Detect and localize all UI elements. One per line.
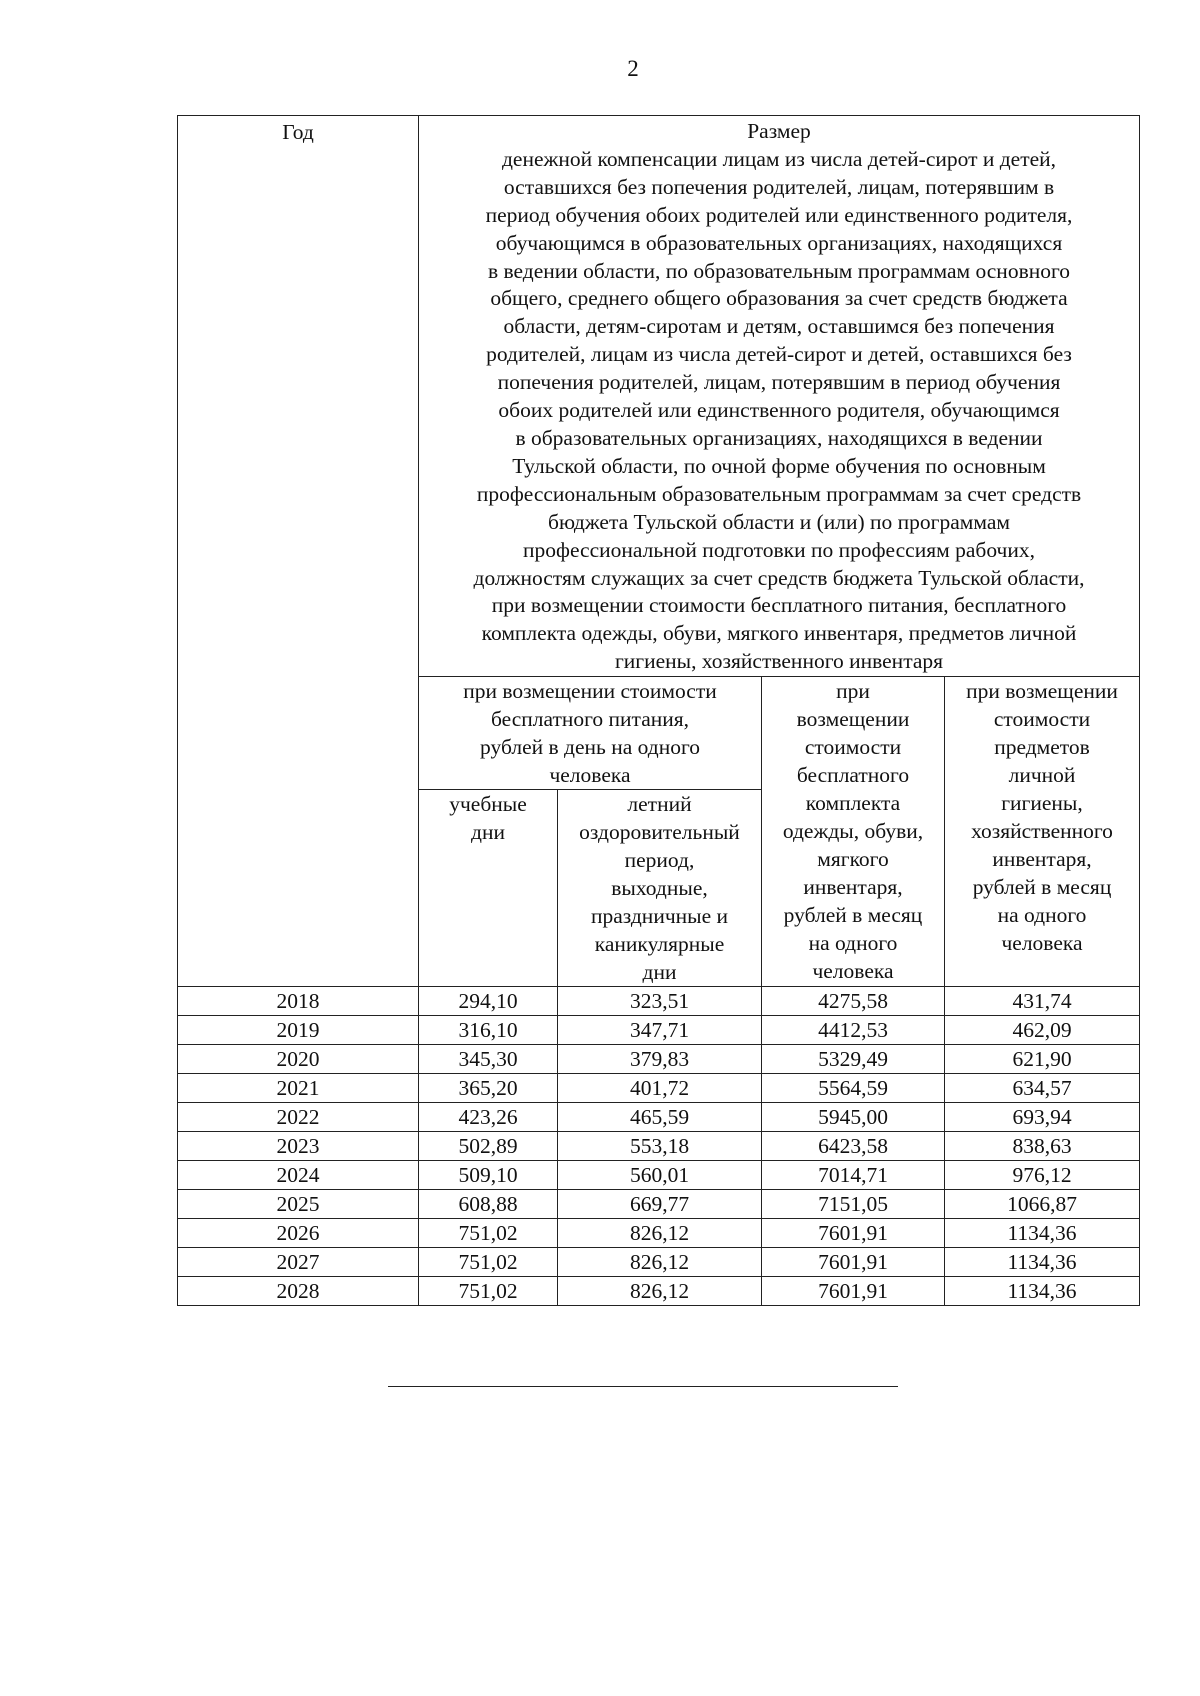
cell-school-days: 316,10 — [419, 1016, 558, 1045]
cell-school-days: 751,02 — [419, 1277, 558, 1306]
summer-period-header: летний оздоровительный период, выходные, праздничные и каникулярные дни — [558, 790, 762, 987]
header-row-1 — [178, 116, 1140, 677]
cell-hygiene: 1134,36 — [945, 1277, 1140, 1306]
cell-summer: 560,01 — [558, 1161, 762, 1190]
separator-line — [388, 1386, 898, 1387]
table-row — [178, 1248, 1140, 1277]
cell-school-days: 502,89 — [419, 1132, 558, 1161]
cell-summer: 323,51 — [558, 987, 762, 1016]
table-row — [178, 1132, 1140, 1161]
cell-year: 2027 — [178, 1248, 419, 1277]
cell-school-days: 294,10 — [419, 987, 558, 1016]
cell-year: 2023 — [178, 1132, 419, 1161]
cell-hygiene: 462,09 — [945, 1016, 1140, 1045]
cell-clothing: 5329,49 — [762, 1045, 945, 1074]
table-row — [178, 1103, 1140, 1132]
clothing-header: при возмещении стоимости бесплатного комплекта одежды, обуви, мягкого инвентаря, рублей в месяц на одного человека — [762, 677, 945, 987]
cell-hygiene: 693,94 — [945, 1103, 1140, 1132]
cell-clothing: 7601,91 — [762, 1219, 945, 1248]
cell-year: 2020 — [178, 1045, 419, 1074]
food-header: при возмещении стоимости бесплатного питания, рублей в день на одного человека — [419, 677, 762, 790]
table-row — [178, 1074, 1140, 1103]
cell-summer: 669,77 — [558, 1190, 762, 1219]
cell-school-days: 751,02 — [419, 1248, 558, 1277]
cell-summer: 465,59 — [558, 1103, 762, 1132]
table-row — [178, 987, 1140, 1016]
cell-summer: 553,18 — [558, 1132, 762, 1161]
cell-clothing: 7151,05 — [762, 1190, 945, 1219]
cell-hygiene: 1134,36 — [945, 1219, 1140, 1248]
cell-hygiene: 838,63 — [945, 1132, 1140, 1161]
cell-school-days: 751,02 — [419, 1219, 558, 1248]
compensation-size-header: Размер денежной компенсации лицам из числа детей-сирот и детей, оставшихся без попечения родителей, лицам, потерявшим в период обучения обоих родителей или единственного родителя, обучающимся в образовательных организациях, находящихся в ведении области, по образовательным программам основного общего, среднего общего образования за счет средств бюджета области, детям-сиротам и детям, оставшимся без попечения родителей, лицам из числа детей-сирот и детей, оставшихся без попечения родителей, лицам, потерявшим в период обучения обоих родителей или единственного родителя, обучающимся в образовательных организациях, находящихся в ведении Тульской области, по очной форме обучения по основным профессиональным образовательным программам за счет средств бюджета Тульской области и (или) по программам профессиональной подготовки по профессиям рабочих, должностям служащих за счет средств бюджета Тульской области, при возмещении стоимости бесплатного питания, бесплатного комплекта одежды, обуви, мягкого инвентаря, предметов личной гигиены, хозяйственного инвентаря — [419, 116, 1140, 677]
hygiene-header: при возмещении стоимости предметов личной гигиены, хозяйственного инвентаря, рублей в месяц на одного человека — [945, 677, 1140, 987]
cell-year: 2028 — [178, 1277, 419, 1306]
table-row — [178, 1045, 1140, 1074]
cell-year: 2024 — [178, 1161, 419, 1190]
cell-school-days: 345,30 — [419, 1045, 558, 1074]
cell-clothing: 5945,00 — [762, 1103, 945, 1132]
cell-summer: 379,83 — [558, 1045, 762, 1074]
school-days-header: учебные дни — [419, 790, 558, 987]
compensation-table — [177, 115, 1140, 1306]
table-row — [178, 1016, 1140, 1045]
year-column-header: Год — [178, 116, 419, 987]
cell-summer: 347,71 — [558, 1016, 762, 1045]
cell-school-days: 608,88 — [419, 1190, 558, 1219]
cell-hygiene: 431,74 — [945, 987, 1140, 1016]
cell-hygiene: 1066,87 — [945, 1190, 1140, 1219]
cell-year: 2026 — [178, 1219, 419, 1248]
cell-summer: 401,72 — [558, 1074, 762, 1103]
cell-hygiene: 976,12 — [945, 1161, 1140, 1190]
table-row — [178, 1161, 1140, 1190]
table-row — [178, 1190, 1140, 1219]
cell-school-days: 509,10 — [419, 1161, 558, 1190]
cell-summer: 826,12 — [558, 1277, 762, 1306]
cell-clothing: 5564,59 — [762, 1074, 945, 1103]
cell-year: 2021 — [178, 1074, 419, 1103]
cell-hygiene: 1134,36 — [945, 1248, 1140, 1277]
cell-clothing: 7601,91 — [762, 1277, 945, 1306]
table-row — [178, 1277, 1140, 1306]
cell-clothing: 4275,58 — [762, 987, 945, 1016]
cell-year: 2022 — [178, 1103, 419, 1132]
cell-hygiene: 621,90 — [945, 1045, 1140, 1074]
cell-school-days: 423,26 — [419, 1103, 558, 1132]
cell-clothing: 4412,53 — [762, 1016, 945, 1045]
table-row — [178, 1219, 1140, 1248]
cell-summer: 826,12 — [558, 1219, 762, 1248]
cell-clothing: 7601,91 — [762, 1248, 945, 1277]
cell-summer: 826,12 — [558, 1248, 762, 1277]
page-number: 2 — [627, 56, 639, 81]
cell-hygiene: 634,57 — [945, 1074, 1140, 1103]
cell-year: 2019 — [178, 1016, 419, 1045]
cell-clothing: 6423,58 — [762, 1132, 945, 1161]
cell-clothing: 7014,71 — [762, 1161, 945, 1190]
cell-year: 2018 — [178, 987, 419, 1016]
cell-school-days: 365,20 — [419, 1074, 558, 1103]
cell-year: 2025 — [178, 1190, 419, 1219]
